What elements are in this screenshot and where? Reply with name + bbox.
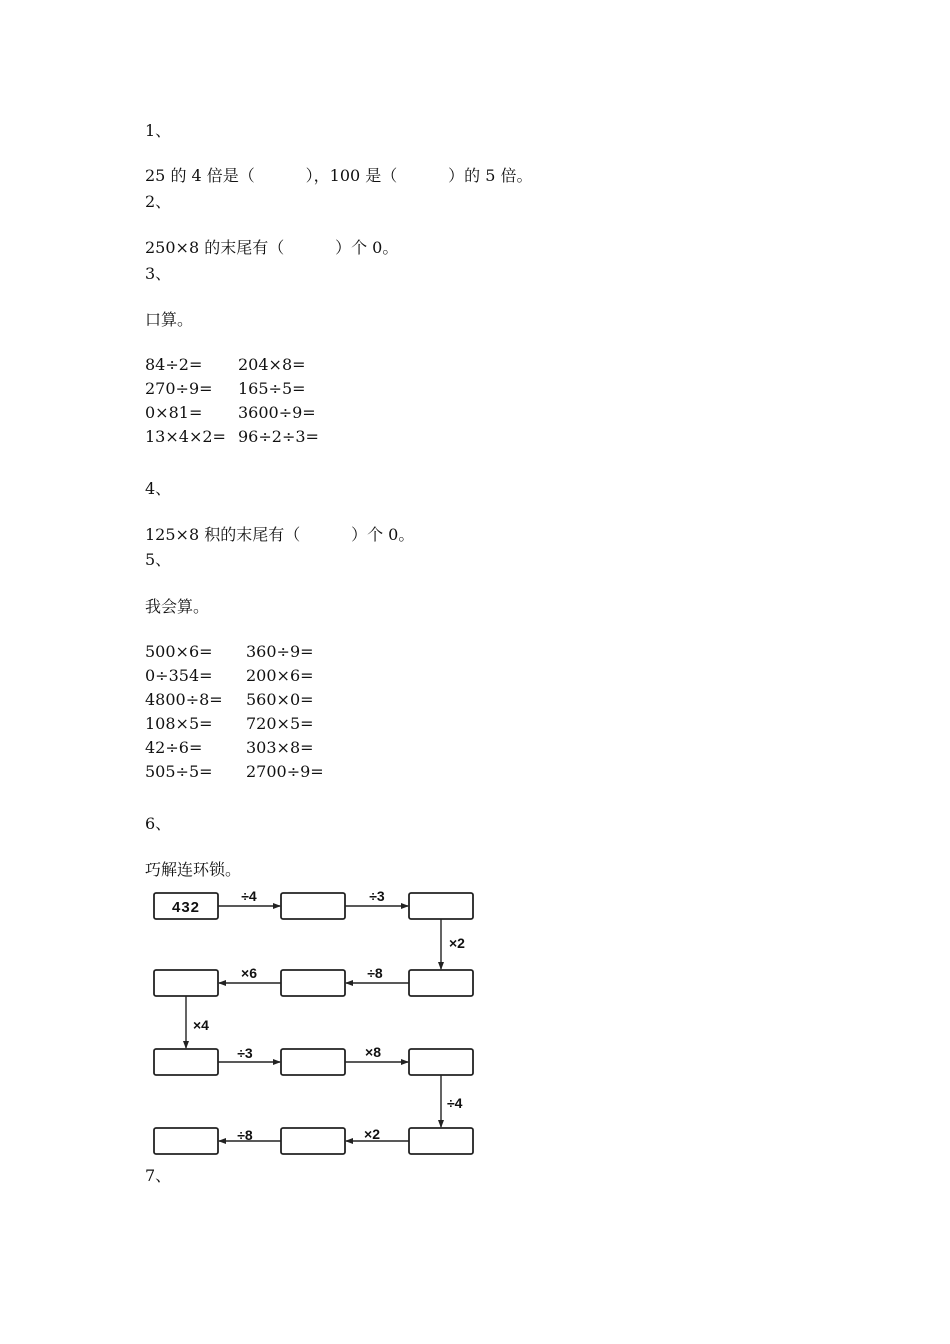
chain-box (409, 970, 473, 996)
q7-number: 7、 (145, 1166, 172, 1185)
q2-text: 250×8 的末尾有（ ）个 0。 (145, 238, 399, 257)
q6-title: 巧解连环锁。 (145, 860, 242, 879)
chain-box (281, 970, 345, 996)
q5-problem: 4800÷8= (145, 690, 223, 709)
q4-number: 4、 (145, 479, 172, 498)
q2-number: 2、 (145, 192, 172, 211)
q5-problem: 303×8= (246, 738, 314, 757)
q3-problem: 165÷5= (238, 379, 306, 398)
chain-op-label: ÷8 (367, 965, 383, 981)
q5-problem: 200×6= (246, 666, 314, 685)
chain-op-label: ÷3 (369, 888, 385, 904)
chain-op-label: ÷4 (447, 1095, 463, 1111)
q3-problem: 3600÷9= (238, 403, 316, 422)
chain-box (154, 970, 218, 996)
chain-box (409, 1128, 473, 1154)
chain-op-label: ÷3 (237, 1045, 253, 1061)
q5-problem: 0÷354= (145, 666, 213, 685)
chain-box (281, 1049, 345, 1075)
chain-lock-diagram (145, 882, 485, 1172)
q5-problem: 108×5= (145, 714, 213, 733)
chain-op-label: ×4 (193, 1017, 209, 1033)
q5-number: 5、 (145, 550, 172, 569)
chain-box (154, 1049, 218, 1075)
q3-problem: 204×8= (238, 355, 306, 374)
chain-start-value: 432 (171, 899, 201, 916)
chain-box (281, 1128, 345, 1154)
q6-number: 6、 (145, 814, 172, 833)
q4-text: 125×8 积的末尾有（ ）个 0。 (145, 525, 415, 544)
q3-problem: 13×4×2= (145, 427, 226, 446)
q5-problem: 560×0= (246, 690, 314, 709)
q5-problem: 720×5= (246, 714, 314, 733)
q5-problem: 505÷5= (145, 762, 213, 781)
q5-problem: 500×6= (145, 642, 213, 661)
chain-box (281, 893, 345, 919)
q3-title: 口算。 (145, 310, 194, 329)
q5-problem: 360÷9= (246, 642, 314, 661)
q3-problem: 270÷9= (145, 379, 213, 398)
q5-title: 我会算。 (145, 597, 210, 616)
q1-text: 25 的 4 倍是（ ），100 是（ ）的 5 倍。 (145, 166, 533, 185)
q5-problem: 42÷6= (145, 738, 203, 757)
q5-problem: 2700÷9= (246, 762, 324, 781)
chain-op-label: ×2 (364, 1126, 380, 1142)
chain-box (409, 893, 473, 919)
chain-box (154, 1128, 218, 1154)
q3-problem: 96÷2÷3= (238, 427, 319, 446)
chain-box (409, 1049, 473, 1075)
chain-op-label: ×6 (241, 965, 257, 981)
chain-op-label: ÷4 (241, 888, 257, 904)
chain-op-label: ÷8 (237, 1127, 253, 1143)
q3-problem: 0×81= (145, 403, 203, 422)
q3-problem: 84÷2= (145, 355, 203, 374)
chain-op-label: ×8 (365, 1044, 381, 1060)
q3-number: 3、 (145, 264, 172, 283)
chain-op-label: ×2 (449, 935, 465, 951)
q1-number: 1、 (145, 121, 172, 140)
